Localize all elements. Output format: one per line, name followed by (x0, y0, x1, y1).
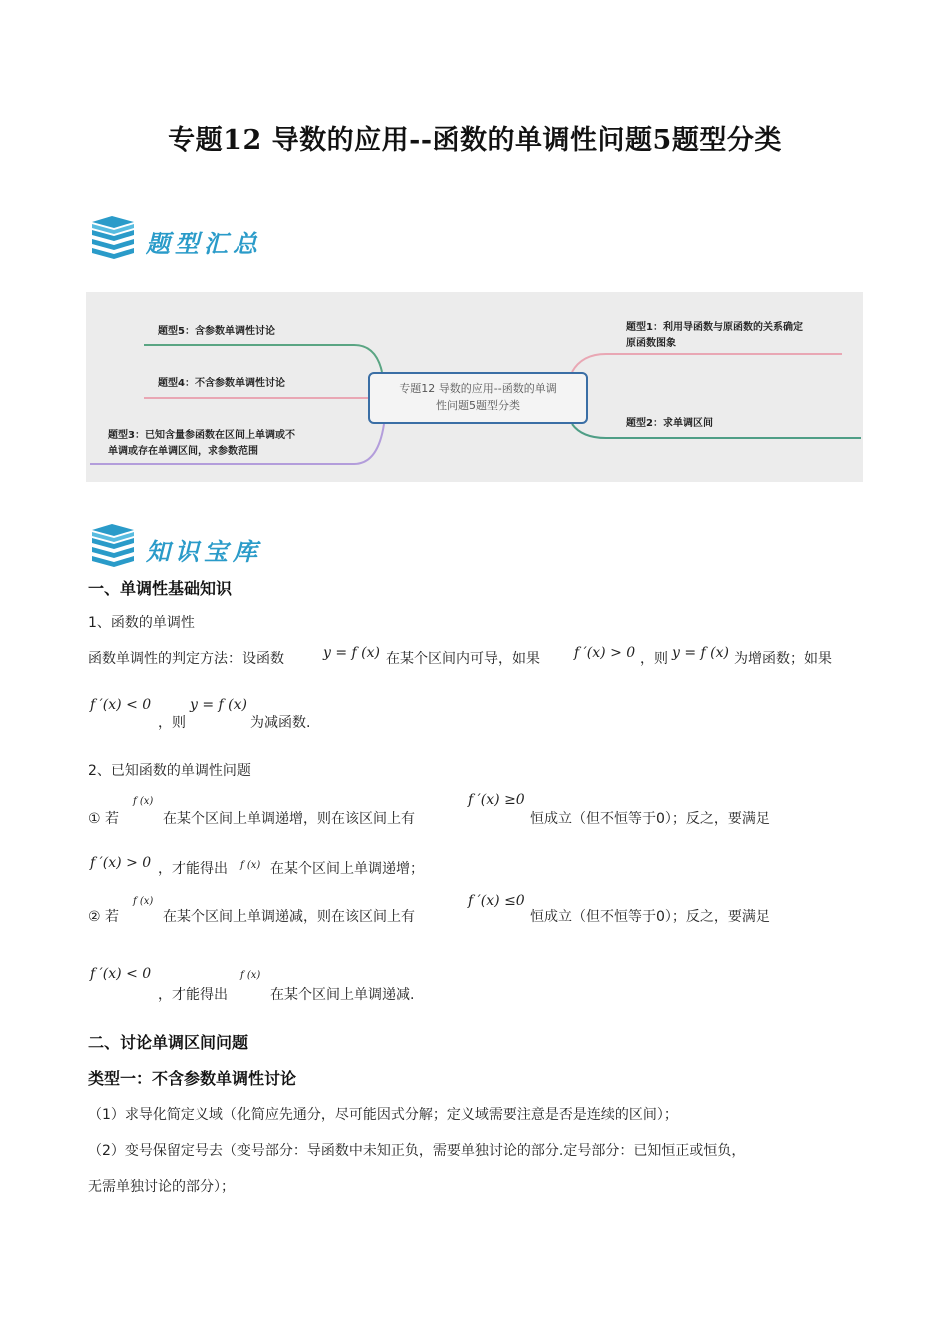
para1-text-f: 为减函数. (250, 715, 311, 731)
formula-fx-small: f (x) (240, 970, 261, 981)
formula-fx-small: f (x) (133, 896, 154, 907)
case1-text-b: 在某个区间上单调递增，则在该区间上有 (163, 811, 415, 827)
knowledge-banner (88, 522, 288, 572)
book-stack-icon (88, 522, 138, 570)
formula-y-fx: y = f (x) (190, 697, 247, 713)
mindmap-node-3-line1: 题型3：已知含量参函数在区间上单调或不 (108, 430, 295, 441)
mindmap-node-3-line2: 单调或存在单调区间，求参数范围 (108, 446, 258, 457)
para1-text-e: ，则 (158, 715, 186, 731)
case2-text-e: 在某个区间上单调递减. (270, 987, 415, 1003)
knowledge-banner-text: 知识宝库 (146, 538, 262, 566)
case2-text-b: 在某个区间上单调递减，则在该区间上有 (163, 909, 415, 925)
mindmap-center-line1: 专题12 导数的应用--函数的单调 (399, 382, 557, 395)
mindmap-center-node (368, 372, 588, 424)
mindmap-node-2: 题型2：求单调区间 (626, 418, 713, 429)
step-1: （1）求导化简定义域（化简应先通分，尽可能因式分解；定义域需要注意是否是连续的区间）； (88, 1107, 678, 1123)
case2-text-a: ② 若 (88, 909, 120, 925)
mindmap-node-1-line1: 题型1：利用导函数与原函数的关系确定 (626, 322, 803, 333)
case1-text-e: 在某个区间上单调递增； (270, 861, 424, 877)
step-2-line2: 无需单独讨论的部分）； (88, 1179, 235, 1195)
formula-fx-small: f (x) (240, 860, 261, 871)
step-2-line1: （2）变号保留定号去（变号部分：导函数中未知正负，需要单独讨论的部分.定号部分：已知恒正或恒负， (88, 1143, 746, 1159)
mindmap-node-5: 题型5：含参数单调性讨论 (158, 326, 275, 337)
formula-fx-small: f (x) (133, 796, 154, 807)
para1-text-b: 在某个区间内可导，如果 (386, 651, 540, 667)
mindmap-node-4: 题型4：不含参数单调性讨论 (158, 378, 285, 389)
case2-text-d: ，才能得出 (158, 987, 228, 1003)
heading-type-one: 类型一：不含参数单调性讨论 (88, 1069, 297, 1088)
formula-fprime-gt0: f ′(x) > 0 (574, 645, 636, 661)
summary-banner-text: 题型汇总 (146, 230, 262, 258)
document-title: 专题12 导数的应用--函数的单调性问题5题型分类 (168, 125, 782, 156)
formula-fprime-lt0: f ′(x) < 0 (90, 966, 152, 982)
formula-fprime-gt0: f ′(x) > 0 (90, 855, 152, 871)
formula-fprime-ge0: f ′(x) ≥0 (468, 792, 525, 808)
book-stack-icon (88, 214, 138, 262)
formula-fprime-lt0: f ′(x) < 0 (90, 697, 152, 713)
subheading-monotonicity: 1、函数的单调性 (88, 615, 195, 631)
para1-text-d: 为增函数；如果 (734, 651, 832, 667)
heading-discuss-intervals: 二、讨论单调区间问题 (88, 1033, 249, 1052)
case2-text-c: 恒成立（但不恒等于0）；反之，要满足 (530, 909, 770, 925)
mindmap-diagram (86, 292, 863, 482)
summary-banner (88, 214, 288, 264)
case1-text-a: ① 若 (88, 811, 120, 827)
subheading-known-monotonicity: 2、已知函数的单调性问题 (88, 763, 251, 779)
formula-y-fx: y = f (x) (323, 645, 380, 661)
heading-basic-knowledge: 一、单调性基础知识 (88, 579, 233, 598)
para1-text-a: 函数单调性的判定方法：设函数 (88, 651, 284, 667)
formula-y-fx: y = f (x) (672, 645, 729, 661)
formula-fprime-le0: f ′(x) ≤0 (468, 893, 525, 909)
case1-text-d: ，才能得出 (158, 861, 228, 877)
mindmap-node-1-line2: 原函数图象 (626, 338, 676, 349)
mindmap-center-line2: 性问题5题型分类 (436, 399, 520, 412)
case1-text-c: 恒成立（但不恒等于0）；反之，要满足 (530, 811, 770, 827)
para1-text-c: ，则 (640, 651, 668, 667)
